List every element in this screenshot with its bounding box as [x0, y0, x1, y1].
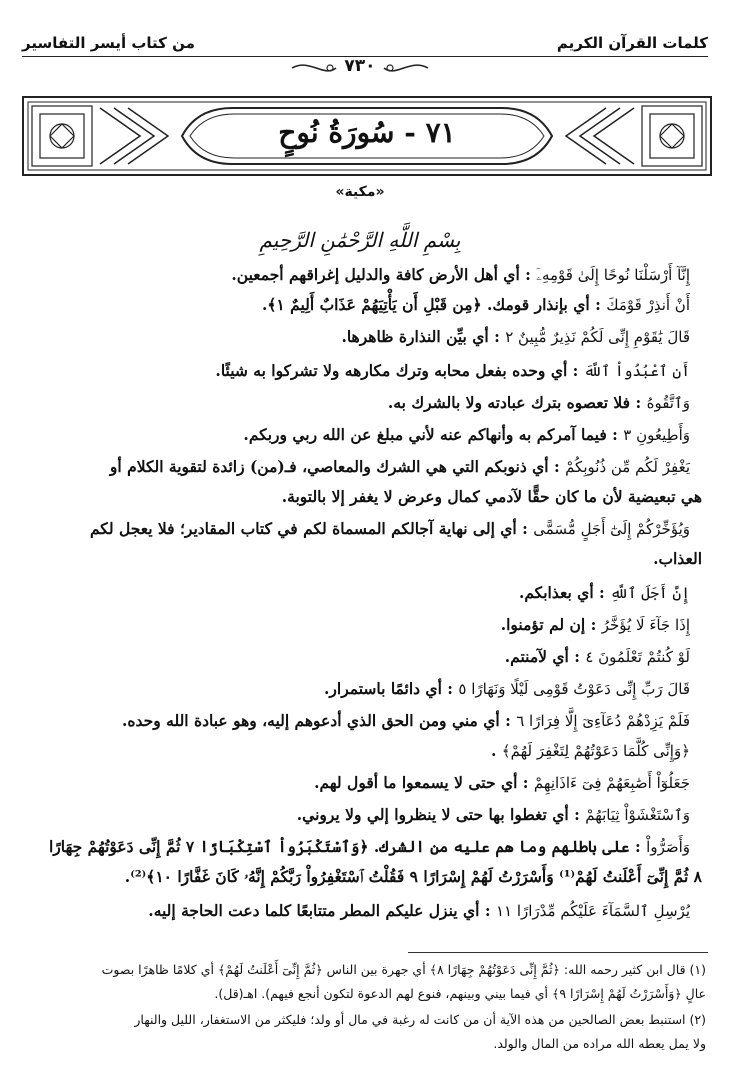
quran-phrase: فَلَمْ يَزِدْهُمْ دُعَآءِىٓ إِلَّا فِرَارًا ٦ — [516, 712, 690, 730]
entry-line — [28, 740, 690, 762]
entry-line — [28, 424, 690, 446]
explanation: : إن لم تؤمنوا. — [500, 615, 602, 634]
quran-phrase: إِنَّآ أَرْسَلْنَا نُوحًا إِلَىٰ قَوْمِهِۦٓ — [536, 266, 690, 284]
quran-phrase: يُرْسِلِ ٱلسَّمَآءَ عَلَيْكُم مِّدْرَارًا ١١ — [495, 902, 690, 920]
entry-line — [28, 294, 690, 316]
entry-line — [28, 518, 690, 540]
explanation: : أي حتى لا يسمعوا ما أقول لهم. — [314, 773, 534, 792]
quran-phrase: قَالَ يَٰقَوْمِ إِنِّى لَكُمْ نَذِيرٌ مُّبِينٌ ٢ — [505, 328, 690, 346]
entry-line-continued — [28, 548, 702, 570]
explanation: العذاب. — [653, 549, 702, 568]
footnote-line: (٢) استنبط بعض الصالحين من هذه الآية أن من كانت له رغبة في مال أو ولد؛ فليكثر من الاستغفار، الليل والنهار — [134, 1012, 706, 1027]
entry-line-continued — [28, 866, 702, 888]
page-number: ٧٣٠ — [344, 56, 376, 76]
footnote-line: عالٍ ﴿وَأَسْرَرْتُ لَهُمْ إِسْرَارًا ٩﴾ أي فيما بيني وبينهم، فنوع لهم الدعوة لتكون أنجع فيهم). اهـ(قل). — [214, 986, 706, 1001]
quran-phrase: يَغْفِرْ لَكُم مِّن ذُنُوبِكُمْ — [565, 458, 690, 476]
entry-line — [28, 804, 690, 826]
entry-line — [28, 772, 690, 794]
explanation: : أي وحده بفعل محابه وترك مكارهه ولا تشركوا به شيئًا. — [215, 361, 584, 380]
quran-phrase: لَوْ كُنتُمْ تَعْلَمُونَ ٤ — [585, 648, 690, 666]
footnote-line: (١) قال ابن كثير رحمه الله: ﴿ثُمَّ إِنِّى دَعَوْتُهُمْ جِهَارًا ٨﴾ أي جهرة بين الناس ﴿ثُمَّ إِنِّىٓ أَعْلَنتُ لَهُمْ﴾ أي كلامًا ظاهرًا بصوت — [101, 962, 706, 977]
explanation: : أي دائمًا باستمرار. — [324, 679, 459, 698]
entry-line — [28, 264, 690, 286]
page-number-ornament — [290, 54, 430, 82]
entry-line-continued — [28, 486, 702, 508]
source-title: من كتاب أيسر التفاسير — [22, 34, 195, 52]
quran-phrase: جَعَلُوٓاْ أَصَٰبِعَهُمْ فِىٓ ءَاذَانِهِمْ — [533, 774, 690, 792]
quran-phrase: ﴿وَإِنِّى كُلَّمَا دَعَوْتُهُمْ لِتَغْفِرَ لَهُمْ﴾ — [501, 742, 690, 760]
explanation: : أي بعذابكم. — [518, 583, 611, 602]
quran-phrase: إِذَا جَآءَ لَا يُؤَخَّرُ — [601, 616, 690, 634]
explanation: : أي إلى نهاية آجالكم المسماة لكم في كتاب المقادير؛ فلا يعجل لكم — [89, 519, 534, 538]
explanation: : فيما آمركم به وأنهاكم عنه لأني مبلغ عن الله ربي وربكم. — [243, 425, 624, 444]
explanation: : أي أهل الأرض كافة والدليل إغراقهم أجمعين. — [231, 265, 537, 284]
quran-phrase: وَٱتَّقُوهُ — [646, 394, 690, 412]
book-title: كلمات القرآن الكريم — [556, 34, 708, 52]
entry-line — [28, 456, 690, 478]
quran-phrase: وَيُؤَخِّرْكُمْ إِلَىٰٓ أَجَلٍ مُّسَمًّى — [533, 520, 690, 538]
quran-phrase: وَٱسْتَغْشَوْاْ ثِيَابَهُمْ — [585, 806, 690, 824]
explanation: هي تبعيضية لأن ما كان حقًّا لآدمي كمال وعرض لا يغفر إلا بالتوبة. — [281, 487, 702, 506]
entry-line — [28, 614, 690, 636]
entry-line — [28, 392, 690, 414]
entry-line — [28, 646, 690, 668]
quran-phrase: وَأَطِيعُونِ ٣ — [623, 426, 690, 444]
quran-phrase: وَأَصَرُّواْ — [646, 838, 690, 856]
explanation: : أي بإنذار قومك. ﴿مِن قَبْلِ أَن يَأْتِيَهُمْ عَذَابٌ أَلِيمٌ ١﴾. — [261, 295, 607, 314]
quran-phrase: أَنِ ٱعْبُدُواْ ٱللَّهَ — [583, 362, 690, 380]
surah-title: ٧١ - سُورَةُ نُوحٍ — [278, 116, 456, 149]
explanation: : أي لآمنتم. — [504, 647, 586, 666]
explanation: : أي ذنوبكم التي هي الشرك والمعاصي، فـ(من) زائدة لتقوية الكلام أو — [109, 457, 566, 476]
explanation: . — [491, 741, 502, 760]
entry-line — [28, 836, 690, 858]
entry-line — [28, 900, 690, 922]
surah-type: «مكية» — [335, 184, 385, 200]
quran-phrase: قَالَ رَبِّ إِنِّى دَعَوْتُ قَوْمِى لَيْلًا وَنَهَارًا ٥ — [458, 680, 690, 698]
entry-line — [28, 582, 690, 604]
explanation: : أي بيِّن النذارة ظاهرها. — [341, 327, 506, 346]
explanation: : على باطلهم وما هم عليه من الشرك. ﴿وَٱسْتَكْبَرُواْ ٱسْتِكْبَارًا ٧ ثُمَّ إِنِّى دَعَوْتُهُمْ جِهَارًا — [48, 837, 647, 856]
basmala: بِسْمِ اللَّهِ الرَّحْمَٰنِ الرَّحِيمِ — [259, 228, 461, 252]
explanation: : أي ينزل عليكم المطر متتابعًا كلما دعت الحاجة إليه. — [148, 901, 496, 920]
quran-phrase: إِنَّ أَجَلَ ٱللَّهِ — [610, 584, 690, 602]
quran-phrase: أَنْ أَنذِرْ قَوْمَكَ — [606, 296, 690, 314]
surah-banner — [22, 96, 712, 176]
explanation: : أي تغطوا بها حتى لا ينظروا إلي ولا يروني. — [296, 805, 586, 824]
entry-line — [28, 360, 690, 382]
entry-line — [28, 326, 690, 348]
footnote-line: ولا يمل يعطه الله مراده من المال والولد. — [493, 1036, 706, 1051]
explanation: : أي مني ومن الحق الذي أدعوهم إليه، وهو عبادة الله وحده. — [122, 711, 517, 730]
entry-line — [28, 710, 690, 732]
explanation: : فلا تعصوه بترك عبادته ولا بالشرك به. — [387, 393, 647, 412]
explanation: ٨ ثُمَّ إِنِّىٓ أَعْلَنتُ لَهُمْ⁽¹⁾ وَأَسْرَرْتُ لَهُمْ إِسْرَارًا ٩ فَقُلْتُ ٱسْتَغْفِرُواْ رَبَّكُمْ إِنَّهُۥ كَانَ غَفَّارًا ١٠﴾⁽²⁾. — [124, 867, 702, 886]
footnote-rule — [408, 952, 708, 953]
entry-line — [28, 678, 690, 700]
